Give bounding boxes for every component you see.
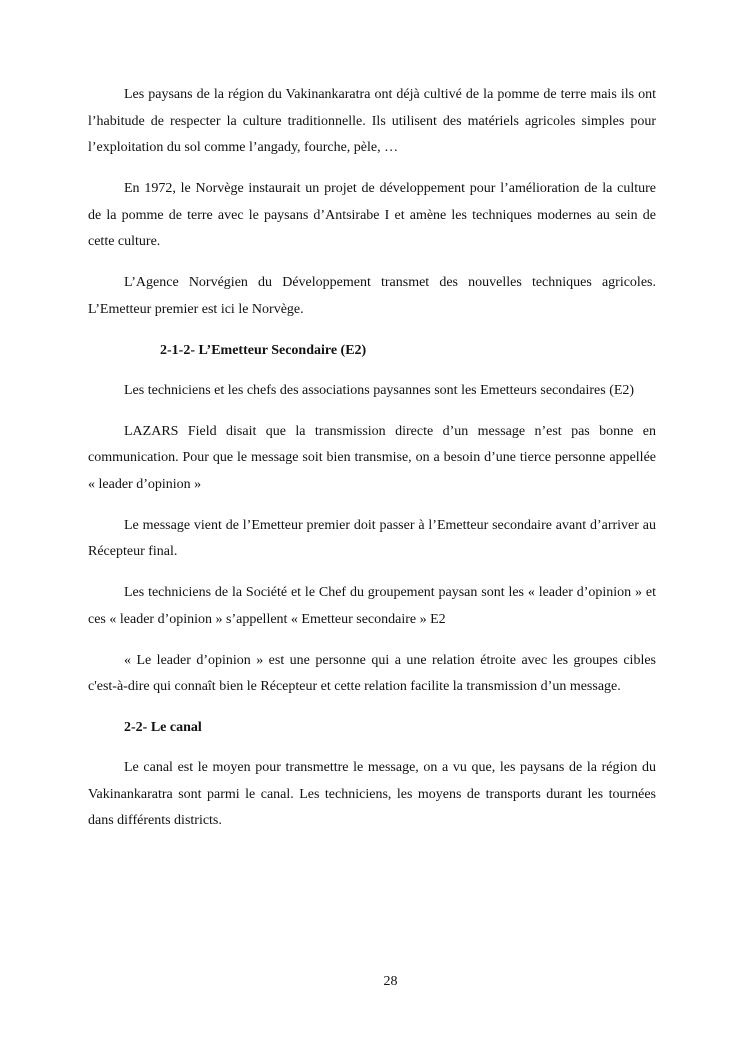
paragraph-canal: Le canal est le moyen pour transmettre le message, on a vu que, les paysans de la région du Vakinankaratra sont parmi le canal. Les techniciens, les moyens de transports durant les tournées dans différents districts. <box>88 760 656 828</box>
paragraph-agence: L’Agence Norvégien du Développement transmet des nouvelles techniques agricoles. L’Emetteur premier est ici le Norvège. <box>88 275 656 317</box>
paragraph-techniciens: Les techniciens et les chefs des associations paysannes sont les Emetteurs secondaires (E2) <box>124 382 635 398</box>
document-page <box>88 82 656 849</box>
paragraph-1972: En 1972, le Norvège instaurait un projet de développement pour l’amélioration de la culture de la pomme de terre avec le paysans d’Antsirabe I et amène les techniques modernes au sein de cette culture. <box>88 181 656 249</box>
paragraph-message: Le message vient de l’Emetteur premier doit passer à l’Emetteur secondaire avant d’arriver au Récepteur final. <box>88 517 656 559</box>
paragraph-leaders: Les techniciens de la Société et le Chef du groupement paysan sont les « leader d’opinion » et ces « leader d’opinion » s’appellent « Emetteur secondaire » E2 <box>88 585 656 627</box>
section-heading-emetteur-secondaire: 2-1-2- L’Emetteur Secondaire (E2) <box>160 342 367 358</box>
paragraph-paysans: Les paysans de la région du Vakinankaratra ont déjà cultivé de la pomme de terre mais ils ont l’habitude de respecter la culture traditionnelle. Ils utilisent des matériels agricoles simples pour l’exploitation du sol comme l’angady, fourche, pèle, … <box>88 87 656 155</box>
page-number: 28 <box>383 974 398 989</box>
section-heading-canal: 2-2- Le canal <box>124 720 202 735</box>
paragraph-leader-definition: « Le leader d’opinion » est une personne qui a une relation étroite avec les groupes cibles c'est-à-dire qui connaît bien le Récepteur et cette relation facilite la transmission d’un message. <box>88 652 656 694</box>
paragraph-lazars: LAZARS Field disait que la transmission directe d’un message n’est pas bonne en communication. Pour que le message soit bien transmise, on a besoin d’une tierce personne appellée « leader d’opinion » <box>88 423 656 492</box>
